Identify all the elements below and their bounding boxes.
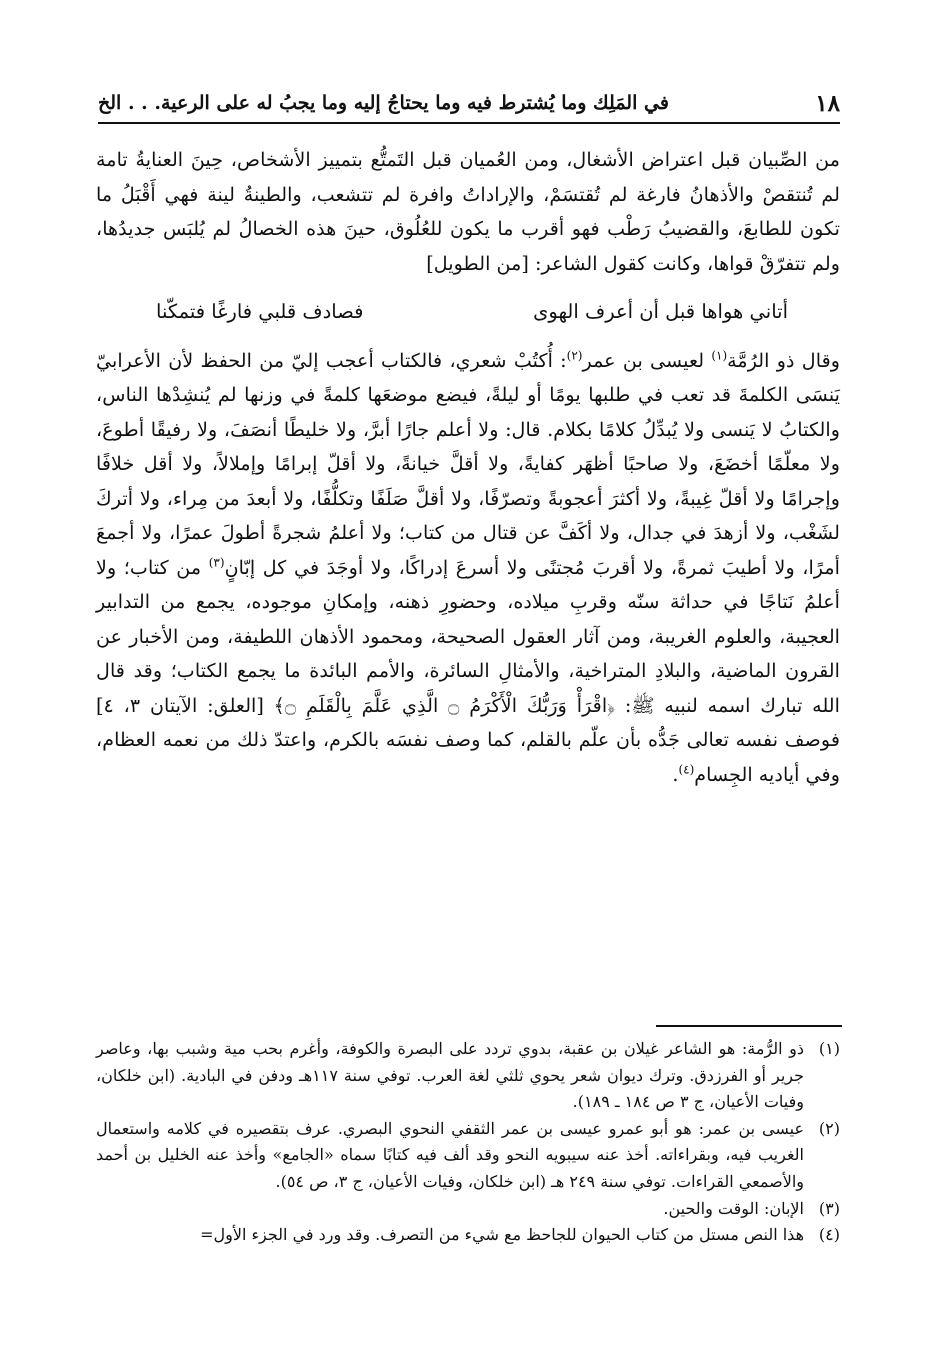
- footnote-number: (٣): [818, 1198, 840, 1218]
- footnote-3: [96, 1196, 840, 1223]
- running-title: في المَلِك وما يُشترط فيه وما يحتاجُ إليه وما يجبُ له على الرعية. . . الخ: [98, 92, 669, 114]
- quran-verse: ﴿اقْرَأْ وَرَبُّكَ الْأَكْرَمُ ۝ الَّذِي عَلَّمَ بِالْقَلَمِ ۝﴾: [273, 693, 616, 717]
- main-text: [96, 143, 840, 792]
- footnote-ref-2[interactable]: (٢): [566, 348, 583, 363]
- verse-hemistich-1: أتاني هواها قبل أن أعرف الهوى: [533, 300, 788, 323]
- poetry-verse: [156, 295, 788, 330]
- footnote-2: [96, 1116, 840, 1196]
- paragraph-1: من الصِّبيان قبل اعتراض الأشغال، ومن العُميان قبل التَمتُّع بتمييز الأشخاص، حِينَ العنايةُ تامة لم تُنتقصْ والأذهانُ فارغة لم تُقتسَمْ، والإراداتُ وافرة لم تتشعب، والطينةُ لينة فهي أَقْبَلُ ما تكون للطابعَ، والقضيبُ رَطْب فهو أقرب ما يكون للعُلُوق، حينَ هذه الخصالُ لم يُلبَس جديدُها، ولم تتفرّقْ قواها، وكانت كقول الشاعر: [من الطويل]: [96, 148, 840, 275]
- footnotes: [96, 1036, 840, 1249]
- text-run: .: [672, 762, 679, 786]
- footnote-4: [96, 1222, 840, 1249]
- footnote-ref-1[interactable]: (١): [711, 348, 728, 363]
- text-run: من كتاب؛ ولا أعلمُ نَتاجًا في حداثة سنّه وقربِ ميلاده، وحضورِ ذهنه، وإمكانِ موجوده، يجمع من التدابير العجيبة، والعلوم الغريبة، ومن آثار العقول الصحيحة، ومحمود الأذهان اللطيفة، ومن الأخبار عن القرون الماضية، والبلادِ المتراخية، والأمثالِ السائرة، والأمم البائدة ما يجمع الكتاب؛ وقد قال الله تبارك اسمه لنبيه ﷺ:: [96, 555, 840, 717]
- text-run: وقال ذو الرُمَّة: [727, 348, 841, 372]
- footnote-separator: [656, 1025, 842, 1027]
- footnote-ref-3[interactable]: (٣): [208, 555, 225, 570]
- footnote-text: هذا النص مستل من كتاب الحيوان للجاحظ مع شيء من التصرف. وقد ورد في الجزء الأول=: [200, 1225, 804, 1245]
- text-run: : أُكتُبْ شعري، فالكتاب أعجب إليّ من الحفظ لأن الأعرابيّ يَنسَى الكلمةَ قد تعب في طلبها يومًا أو ليلةً، فيضع موضعَها كلمةً في وزنها لم يُنشِدْها الناس، والكتابُ لا يَنسى ولا يُبدِّلُ كلامًا بكلام. قال: ولا أعلم جارًا أبرَّ، ولا خليطًا أنصَفَ، ولا رفيقًا أطوعَ، ولا معلّمًا أخضَعَ، ولا صاحبًا أظهَر كفايةً، ولا أقلَّ خيانةً، ولا أقلّ إبرامًا وإملالاً، ولا أقل خلافًا وإجرامًا ولا أقلّ غِيبةً، ولا أكثرَ أعجوبةً وتصرّفًا، ولا أقلَّ صَلَفًا وتكلُّفًا، ولا أبعدَ من مِراء، ولا أتركَ لشَغْب، ولا أزهدَ في جدال، ولا أكَفَّ عن قتال من كتاب؛ ولا أعلمُ شجرةً أطولَ عمرًا، ولا أجمعَ أمرًا، ولا أطيبَ ثمرةً، ولا أقربَ مُجتنًى ولا أسرعَ إدراكًا، ولا أوجَدَ في كل إبّانٍ: [96, 348, 840, 579]
- quran-reference: [العلق: الآيتان ٣، ٤]: [96, 693, 274, 717]
- page-header: [98, 82, 840, 124]
- footnote-number: (١): [818, 1039, 840, 1058]
- text-run: فوصف نفسه تعالى جَدُّه بأن علّم بالقلم، كما وصف نفسَه بالكرم، واعتدّ ذلك من نعمه العظام، وفي أياديه الجِسام: [96, 728, 840, 786]
- footnote-text: عيسى بن عمر: هو أبو عمرو عيسى بن عمر الثقفي النحوي البصري. عرف بتقصيره في كلامه واستعمال الغريب فيه، وبقراءاته. أخذ عنه سيبويه النحو وقد ألف فيه كتابًا سماه «الجامع» وأخذ عنه الخليل بن أحمد والأصمعي القراءات. توفي سنة ٢٤٩ هـ (ابن خلكان، وفيات الأعيان، ج ٣، ص ٥٤).: [96, 1118, 804, 1191]
- paragraph-2: [96, 344, 840, 793]
- page-number: ١٨: [815, 90, 840, 117]
- footnote-1: [96, 1036, 840, 1116]
- footnote-ref-4[interactable]: (٤): [678, 762, 695, 777]
- footnote-number: (٤): [818, 1225, 840, 1245]
- verse-hemistich-2: فصادف قلبي فارغًا فتمكّنا: [156, 300, 364, 323]
- text-run: لعيسى بن عمر: [582, 348, 712, 372]
- footnote-text: ذو الرُّمة: هو الشاعر غيلان بن عقبة، بدوي تردد على البصرة والكوفة، وأغرم بحب مية وشبب بها، وعاصر جرير أو الفرزدق. وترك ديوان شعر يحوي ثلثي لغة العرب. توفي سنة ١١٧هـ ودفن في البادية. (ابن خلكان، وفيات الأعيان، ج ٣ ص ١٨٤ ـ ١٨٩).: [96, 1039, 804, 1112]
- footnote-number: (٢): [818, 1118, 840, 1138]
- footnote-text: الإبان: الوقت والحين.: [663, 1198, 804, 1218]
